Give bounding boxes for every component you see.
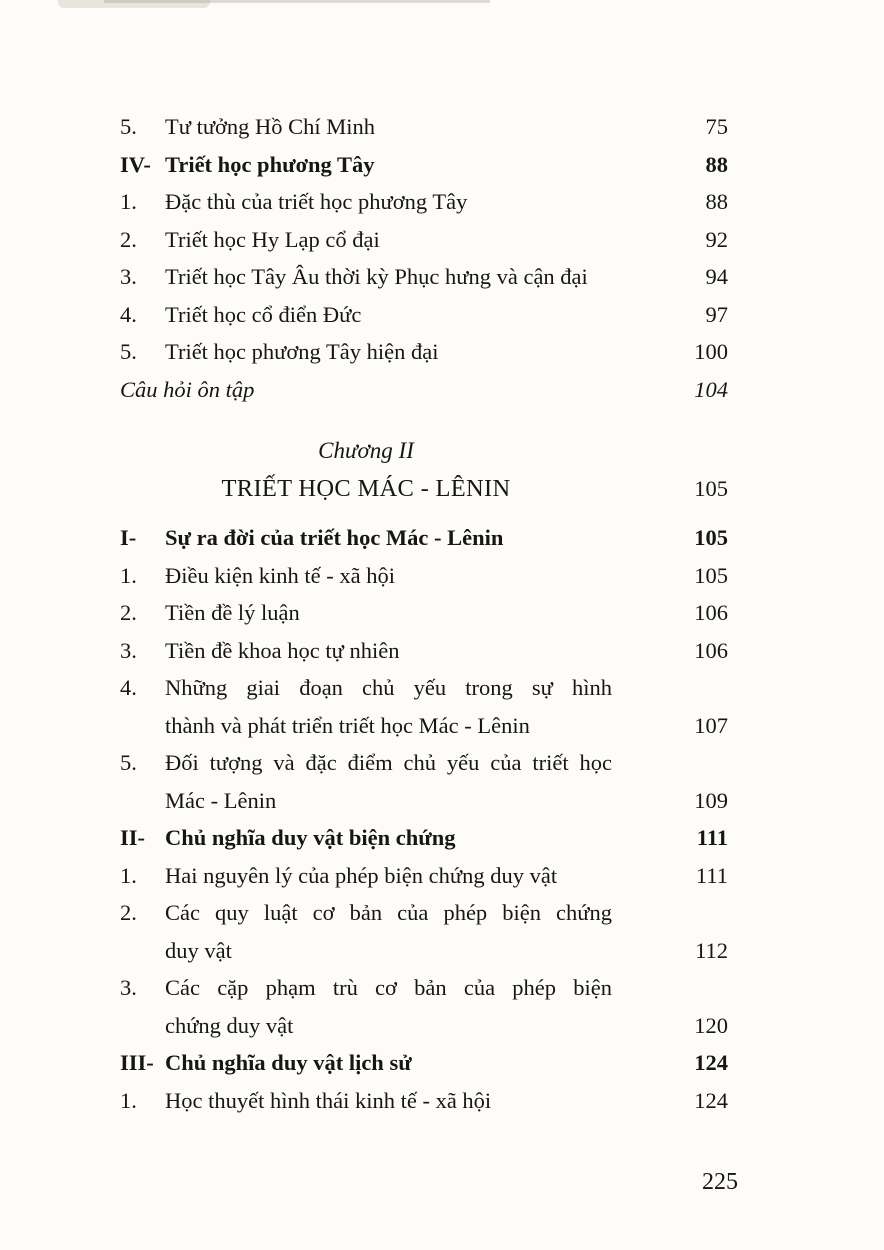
toc-entry-marker: 4. [120,301,137,327]
toc-entry-title-line: Hai nguyên lý của phép biện chứng duy vật [165,862,558,888]
toc-entry-marker: 4. [120,675,137,700]
toc-entry [120,669,728,744]
toc-entry-title-line: Mác - Lênin [165,787,277,813]
toc-entry-title [165,819,612,857]
toc-entry-page-number: 105 [694,562,728,588]
toc-entry-title-line: Triết học phương Tây hiện đại [165,339,439,364]
toc-entry-page-number: 104 [694,376,728,402]
toc-list [120,108,728,1119]
toc-entry [120,108,728,146]
toc-entry-title-line: Những giai đoạn chủ yếu trong sự hình [165,675,612,700]
toc-entry-title-line: Tiền đề lý luận [165,600,300,625]
toc-entry-title-line: thành và phát triển triết học Mác - Lênin [165,712,530,738]
toc-entry [120,744,728,819]
toc-entry-page-number: 105 [694,525,728,550]
toc-entry-title-line: Chương II [318,438,414,463]
toc-entry [120,333,728,371]
toc-entry-marker: 2. [120,226,137,252]
toc-entry-title [165,894,612,969]
toc-entry-marker: 2. [120,900,137,925]
toc-entry [120,470,728,508]
toc-entry-title [120,470,612,508]
toc-entry-title [165,1082,612,1120]
toc-entry [120,221,728,259]
toc-entry-title-line: Đối tượng và đặc điểm chủ yếu của triết học [165,750,612,775]
toc-entry-marker: 3. [120,637,137,663]
toc-entry-marker: 1. [120,562,137,588]
toc-entry-title [165,221,612,259]
toc-entry-marker: 2. [120,600,137,625]
toc-entry [120,632,728,670]
toc-entry [120,819,728,857]
toc-entry-title [120,432,612,470]
toc-entry-marker: 1. [120,1087,137,1113]
toc-entry-page-number: 124 [694,1087,728,1113]
toc-entry-title [165,183,612,221]
toc-entry-marker: 3. [120,264,137,289]
toc-entry-title [165,969,612,1044]
toc-entry-title [165,258,612,296]
toc-entry-title [165,557,612,595]
toc-entry-page-number: 111 [695,862,728,888]
toc-entry-title-line: Triết học Tây Âu thời kỳ Phục hưng và cận đại [165,264,588,289]
toc-entry-page-number: 106 [694,600,728,625]
toc-entry-page-number: 88 [705,189,728,214]
toc-entry-marker: 5. [120,750,137,775]
toc-entry [120,857,728,895]
toc-entry [120,296,728,334]
toc-entry-title-line: Triết học phương Tây [165,151,375,177]
toc-entry-page-number: 120 [694,1012,728,1038]
toc-entry-title-line: Câu hỏi ôn tập [120,376,255,402]
toc-entry [120,371,728,409]
toc-entry-marker: IV- [120,151,151,177]
toc-entry [120,1082,728,1120]
toc-entry-marker: 3. [120,975,137,1000]
toc-entry-title [165,594,612,632]
toc-entry-title [165,333,612,371]
toc-entry-marker: II- [120,825,146,850]
toc-entry-title-line: Tư tưởng Hồ Chí Minh [165,114,376,139]
toc-entry-page-number: 97 [705,301,728,327]
toc-entry [120,432,728,470]
toc-entry-title [165,857,612,895]
toc-entry-page-number: 105 [694,475,728,501]
toc-entry-title-line: duy vật [165,937,232,963]
toc-entry-page-number: 109 [694,787,728,813]
toc-entry-page-number: 75 [705,114,728,139]
scan-artifact-line [104,0,490,3]
toc-entry-title [165,1044,612,1082]
toc-entry-title-line: Các cặp phạm trù cơ bản của phép biện [165,975,612,1000]
toc-entry [120,1044,728,1082]
toc-entry-page-number: 111 [696,825,728,850]
toc-entry-marker: III- [120,1050,154,1075]
toc-entry-page-number: 92 [705,226,728,252]
toc-entry [120,258,728,296]
toc-entry-title [165,632,612,670]
toc-entry-title-line: Chủ nghĩa duy vật lịch sử [165,1050,412,1075]
toc-entry-page-number: 107 [694,712,728,738]
toc-entry-title-line: Triết học Hy Lạp cổ đại [165,226,380,252]
toc-entry-title [165,519,612,557]
toc-entry [120,183,728,221]
toc-entry [120,894,728,969]
toc-entry [120,519,728,557]
toc-entry-page-number: 106 [694,637,728,663]
toc-entry [120,594,728,632]
toc-entry-title-line: Đặc thù của triết học phương Tây [165,189,468,214]
toc-entry [120,969,728,1044]
toc-entry-title [165,146,612,184]
toc-entry-title-line: Học thuyết hình thái kinh tế - xã hội [165,1087,492,1113]
toc-entry-marker: I- [120,525,137,550]
toc-entry-page-number: 100 [694,339,728,364]
toc-entry-title-line: Triết học cổ điển Đức [165,301,362,327]
toc-entry-page-number: 124 [694,1050,728,1075]
toc-entry-page-number: 94 [705,264,728,289]
toc-entry-marker: 1. [120,189,137,214]
toc-entry-title [165,296,612,334]
toc-entry-marker: 5. [120,339,137,364]
page-folio-number: 225 [702,1169,738,1195]
toc-entry-title-line: Chủ nghĩa duy vật biện chứng [165,825,456,850]
toc-entry-marker: 5. [120,114,137,139]
toc-entry-page-number: 88 [705,151,728,177]
toc-entry-title-line: TRIẾT HỌC MÁC - LÊNIN [221,474,511,502]
toc-entry-marker: 1. [120,862,137,888]
toc-entry-title-line: Điều kiện kinh tế - xã hội [165,562,395,588]
toc-entry-title [165,669,612,744]
toc-entry-title-line: Tiền đề khoa học tự nhiên [165,637,400,663]
toc-entry-title [165,108,612,146]
toc-entry-title-line: Sự ra đời của triết học Mác - Lênin [165,525,504,550]
toc-entry [120,146,728,184]
toc-entry [120,557,728,595]
toc-entry-page-number: 112 [695,937,728,963]
toc-entry-title-line: Các quy luật cơ bản của phép biện chứng [165,900,612,925]
toc-entry-title [120,371,612,409]
toc-entry-title [165,744,612,819]
toc-entry-title-line: chứng duy vật [165,1012,294,1038]
